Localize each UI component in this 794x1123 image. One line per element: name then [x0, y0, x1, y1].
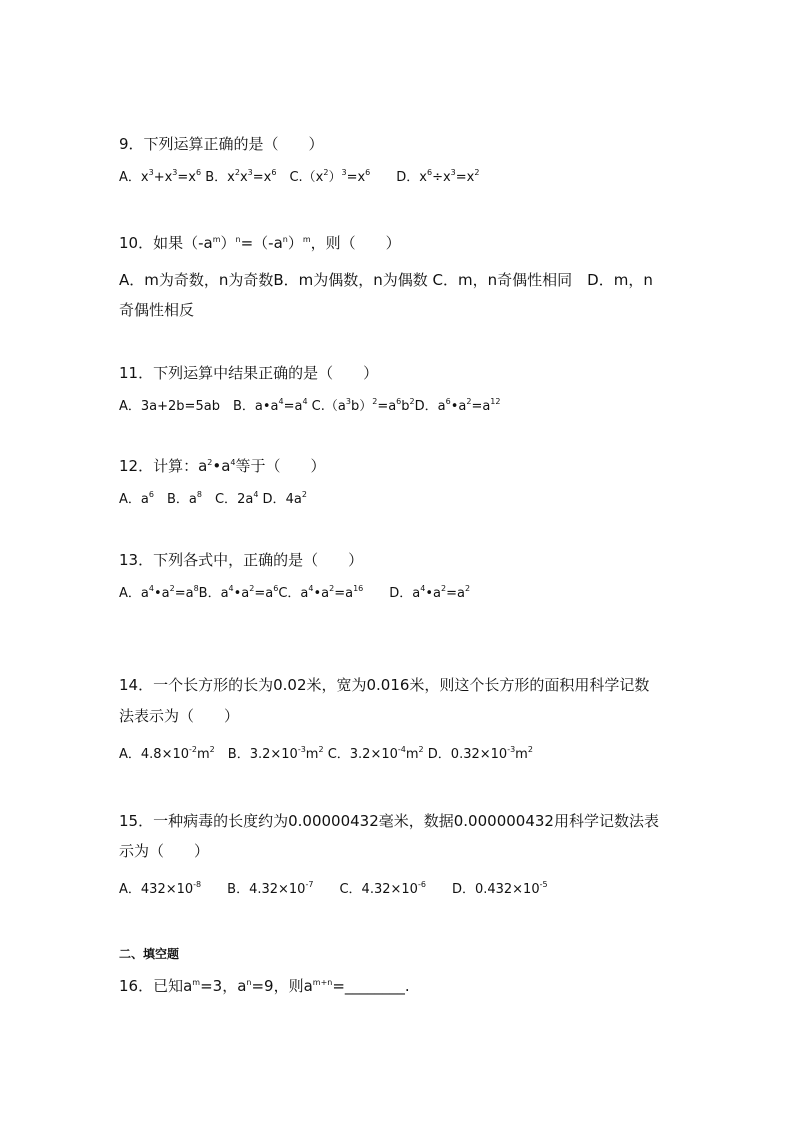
superscript: 2 — [209, 745, 215, 754]
superscript: 2 — [301, 490, 307, 499]
superscript: 2 — [464, 584, 471, 593]
superscript: 2 — [418, 745, 424, 754]
question-13-options — [119, 582, 470, 601]
question-15-stem-line-1: 15．一种病毒的长度约为0.00000432毫米，数据0.000000432用科学记数法表 — [119, 812, 659, 830]
option-B: B．$a^4•a^2=a^6$ — [198, 584, 279, 601]
option-A: A．3a+2b=5ab — [119, 399, 233, 414]
superscript: 2 — [329, 584, 335, 593]
option-label: D． — [414, 399, 438, 414]
superscript: -4 — [397, 745, 406, 754]
option-D: D．$4a^2$ — [262, 490, 307, 507]
superscript: 8 — [196, 490, 202, 499]
option-label: C． — [327, 747, 350, 762]
option-B: B．$a^8$ — [166, 490, 202, 507]
option-label: B． — [227, 747, 250, 762]
superscript: 2 — [372, 397, 378, 406]
superscript: 6 — [365, 168, 371, 177]
option-label: C. — [311, 399, 325, 414]
option-A: A．$a^4•a^2=a^8$ — [119, 584, 199, 601]
option-label: D． — [396, 170, 420, 185]
superscript: 2 — [207, 458, 213, 467]
superscript: -8 — [193, 880, 202, 889]
superscript: 4 — [308, 584, 314, 593]
superscript: 2 — [234, 168, 240, 177]
superscript: 6 — [396, 397, 402, 406]
option-label: A． — [119, 586, 141, 601]
option-B: B．$4.32\times 10^{-7}$ — [227, 880, 314, 897]
superscript: 3 — [148, 168, 154, 177]
option-label: B． — [166, 492, 189, 507]
option-A: A．$x^3+x^3=x^6$ — [119, 168, 202, 185]
question-13-stem: 13．下列各式中，正确的是（ ） — [119, 551, 364, 569]
option-B: B．$x^2x^3=x^6$ — [205, 168, 277, 185]
superscript: 3 — [450, 168, 456, 177]
superscript: 2 — [466, 397, 472, 406]
option-D: D．$0.432\times 10^{-5}$ — [451, 880, 548, 897]
superscript: 2 — [323, 168, 329, 177]
option-D: D．$a^6•a^2=a^{12}$ — [414, 397, 501, 414]
superscript: 2 — [169, 584, 175, 593]
superscript: 2 — [249, 584, 255, 593]
option-C: C．$2a^4$ — [214, 490, 259, 507]
question-12-options — [119, 488, 307, 507]
question-9-stem: 9．下列运算正确的是（ ） — [119, 135, 324, 153]
option-D: D．$x^6\div x^3=x^2$ — [396, 168, 480, 185]
option-label: D． — [262, 492, 286, 507]
option-label: C． — [214, 492, 238, 507]
option-label: B． — [198, 586, 221, 601]
option-A: A．$4.8\times 10^{-2}m^2$ — [119, 745, 215, 762]
question-10-options-line-1: A．m为奇数，n为奇数B．m为偶数，n为偶数 C．m，n奇偶性相同 D．m，n — [119, 271, 653, 289]
option-C: C．$a^4•a^2=a^{16}$ — [278, 584, 364, 601]
superscript: 4 — [302, 397, 308, 406]
superscript: 3 — [341, 168, 347, 177]
question-12-stem: 12．计算：$a^2•a^4$等于（ ） — [119, 457, 326, 475]
option-label: A． — [119, 882, 141, 897]
question-14-stem-line-1: 14．一个长方形的长为0.02米，宽为0.016米，则这个长方形的面积用科学记数 — [119, 676, 650, 694]
superscript: 4 — [420, 584, 426, 593]
question-10-options-line-2: 奇偶性相反 — [119, 301, 195, 319]
superscript: 2 — [474, 168, 480, 177]
superscript: n — [235, 235, 241, 244]
superscript: n — [282, 235, 288, 244]
superscript: 4 — [228, 584, 234, 593]
question-14-options — [119, 743, 533, 762]
superscript: 2 — [318, 745, 324, 754]
question-15-options — [119, 878, 548, 897]
option-D: D．$0.32\times 10^{-3}m^2$ — [427, 745, 533, 762]
superscript: 6 — [445, 397, 451, 406]
superscript: 2 — [440, 584, 447, 593]
superscript: -7 — [305, 880, 314, 889]
superscript: 6 — [271, 168, 277, 177]
superscript: 3 — [247, 168, 253, 177]
superscript: 4 — [230, 458, 236, 467]
option-C: C．$3.2\times 10^{-4}m^2$ — [327, 745, 424, 762]
option-label: D． — [451, 882, 475, 897]
question-15-stem-line-2: 示为（ ） — [119, 842, 210, 860]
superscript: -2 — [189, 745, 197, 754]
superscript: n — [246, 978, 252, 987]
option-label: B． — [205, 170, 228, 185]
superscript: 2 — [527, 745, 533, 754]
option-label: C． — [339, 882, 362, 897]
question-16-stem: 16．已知$a^m=3$，$a^n=9$，则$a^{m+n}=\_\_\_\_\_\_\_\_$. — [119, 977, 410, 995]
question-11-options — [119, 395, 500, 414]
question-10-stem: 10．如果$(-a^m)^n=(-a^n)^m$，则（ ） — [119, 234, 401, 252]
option-B: B．$a•a^4=a^4$ — [232, 397, 308, 414]
option-label: A． — [119, 399, 141, 414]
superscript: 4 — [278, 397, 284, 406]
option-label: A． — [119, 747, 141, 762]
option-D: D．$a^4•a^2=a^2$ — [389, 584, 471, 601]
question-11-stem: 11．下列运算中结果正确的是（ ） — [119, 364, 379, 382]
superscript: -5 — [539, 880, 548, 889]
option-label: C． — [278, 586, 301, 601]
option-label: C. — [289, 170, 303, 185]
option-C: C．$4.32\times 10^{-6}$ — [339, 880, 426, 897]
superscript: 6 — [195, 168, 202, 177]
superscript: -6 — [417, 880, 426, 889]
option-label: D． — [389, 586, 413, 601]
superscript: 6 — [426, 168, 433, 177]
question-9-options — [119, 166, 479, 185]
superscript: 6 — [148, 490, 154, 499]
option-C: $C.(a^3b)^2=a^6b^2$ — [311, 397, 415, 414]
option-label: A． — [119, 492, 141, 507]
superscript: 12 — [490, 397, 501, 406]
superscript: -3 — [507, 745, 516, 754]
option-C: $C.(x^2)^3=x^6$ — [289, 168, 371, 185]
superscript: 6 — [273, 584, 279, 593]
option-label: A． — [119, 170, 141, 185]
superscript: m+n — [312, 978, 333, 987]
option-label: B． — [227, 882, 250, 897]
section-title-fill-in: 二、填空题 — [119, 947, 180, 961]
superscript: m — [192, 978, 201, 987]
option-B: B．$3.2\times 10^{-3}m^2$ — [227, 745, 324, 762]
option-A: A．$432\times 10^{-8}$ — [119, 880, 202, 897]
superscript: 3 — [345, 397, 351, 406]
option-label: D． — [427, 747, 451, 762]
superscript: 8 — [193, 584, 199, 593]
superscript: -3 — [297, 745, 306, 754]
superscript: m — [302, 235, 311, 244]
option-label: B． — [232, 399, 255, 414]
superscript: m — [212, 235, 221, 244]
superscript: 16 — [353, 584, 364, 593]
option-A: A．$a^6$ — [119, 490, 154, 507]
superscript: 4 — [148, 584, 154, 593]
question-14-stem-line-2: 法表示为（ ） — [119, 707, 240, 725]
superscript: 2 — [409, 397, 415, 406]
superscript: 3 — [172, 168, 178, 177]
superscript: 4 — [253, 490, 259, 499]
